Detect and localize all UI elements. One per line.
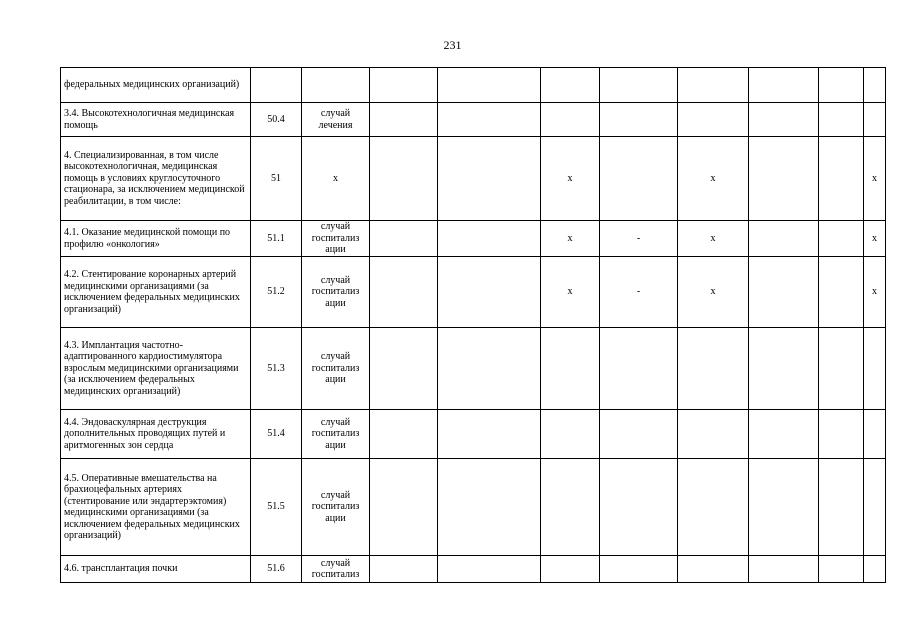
row-label-cell: 3.4. Высокотехнологичная медицинская помощь xyxy=(61,103,251,137)
value-cell-4 xyxy=(438,459,541,556)
value-cell-5 xyxy=(541,459,600,556)
value-cell-3 xyxy=(370,68,438,103)
value-cell-4 xyxy=(438,257,541,328)
value-cell-6 xyxy=(600,68,678,103)
value-cell-9 xyxy=(819,459,864,556)
row-label-cell: 4.2. Стентирование коронарных артерий медицинскими организациями (за исключением федеральных медицинских организаций) xyxy=(61,257,251,328)
value-cell-3 xyxy=(370,459,438,556)
value-cell-10 xyxy=(864,410,886,459)
table-row xyxy=(61,68,886,103)
value-cell-8 xyxy=(749,221,819,257)
row-number-cell: 51 xyxy=(251,137,302,221)
row-number-cell: 50.4 xyxy=(251,103,302,137)
table-row xyxy=(61,221,886,257)
unit-cell: случай госпитализ ации xyxy=(302,410,370,459)
unit-cell: случай лечения xyxy=(302,103,370,137)
value-cell-4 xyxy=(438,221,541,257)
value-cell-7: х xyxy=(678,137,749,221)
value-cell-10: х xyxy=(864,137,886,221)
value-cell-8 xyxy=(749,68,819,103)
value-cell-3 xyxy=(370,103,438,137)
value-cell-5 xyxy=(541,410,600,459)
value-cell-8 xyxy=(749,459,819,556)
value-cell-6: - xyxy=(600,257,678,328)
value-cell-3 xyxy=(370,328,438,410)
value-cell-9 xyxy=(819,556,864,583)
row-number-cell: 51.5 xyxy=(251,459,302,556)
row-number-cell: 51.4 xyxy=(251,410,302,459)
value-cell-5 xyxy=(541,328,600,410)
unit-cell: случай госпитализ ации xyxy=(302,459,370,556)
unit-cell: случай госпитализ xyxy=(302,556,370,583)
value-cell-10 xyxy=(864,459,886,556)
value-cell-7: х xyxy=(678,221,749,257)
value-cell-8 xyxy=(749,103,819,137)
unit-cell: случай госпитализ ации xyxy=(302,257,370,328)
row-label-cell: 4.3. Имплантация частотно-адаптированного кардиостимулятора взрослым медицинскими организациями (за исключением федеральных медицинских организаций) xyxy=(61,328,251,410)
value-cell-7 xyxy=(678,459,749,556)
value-cell-4 xyxy=(438,137,541,221)
row-number-cell: 51.1 xyxy=(251,221,302,257)
value-cell-10: х xyxy=(864,257,886,328)
value-cell-8 xyxy=(749,257,819,328)
row-label-cell: 4. Специализированная, в том числе высокотехнологичная, медицинская помощь в условиях круглосуточного стационара, за исключением медицинской реабилитации, в том числе: xyxy=(61,137,251,221)
row-number-cell: 51.2 xyxy=(251,257,302,328)
table-row xyxy=(61,328,886,410)
value-cell-6: - xyxy=(600,221,678,257)
unit-cell: случай госпитализ ации xyxy=(302,221,370,257)
value-cell-4 xyxy=(438,328,541,410)
value-cell-10 xyxy=(864,103,886,137)
value-cell-3 xyxy=(370,257,438,328)
value-cell-10: х xyxy=(864,221,886,257)
value-cell-7 xyxy=(678,103,749,137)
value-cell-10 xyxy=(864,556,886,583)
value-cell-3 xyxy=(370,556,438,583)
table-row xyxy=(61,556,886,583)
value-cell-9 xyxy=(819,257,864,328)
value-cell-8 xyxy=(749,328,819,410)
row-label-cell: федеральных медицинских организаций) xyxy=(61,68,251,103)
value-cell-8 xyxy=(749,410,819,459)
value-cell-8 xyxy=(749,137,819,221)
value-cell-7 xyxy=(678,410,749,459)
value-cell-6 xyxy=(600,137,678,221)
value-cell-6 xyxy=(600,556,678,583)
row-label-cell: 4.4. Эндоваскулярная деструкция дополнительных проводящих путей и аритмогенных зон сердца xyxy=(61,410,251,459)
table-row xyxy=(61,459,886,556)
value-cell-5 xyxy=(541,103,600,137)
value-cell-6 xyxy=(600,459,678,556)
value-cell-5: х xyxy=(541,221,600,257)
table-row xyxy=(61,103,886,137)
value-cell-6 xyxy=(600,328,678,410)
value-cell-4 xyxy=(438,103,541,137)
row-label-cell: 4.1. Оказание медицинской помощи по профилю «онкология» xyxy=(61,221,251,257)
value-cell-4 xyxy=(438,410,541,459)
table-row xyxy=(61,410,886,459)
unit-cell: случай госпитализ ации xyxy=(302,328,370,410)
value-cell-3 xyxy=(370,410,438,459)
value-cell-9 xyxy=(819,221,864,257)
value-cell-5 xyxy=(541,68,600,103)
table-row xyxy=(61,137,886,221)
value-cell-4 xyxy=(438,556,541,583)
value-cell-9 xyxy=(819,328,864,410)
value-cell-3 xyxy=(370,221,438,257)
value-cell-9 xyxy=(819,410,864,459)
value-cell-7 xyxy=(678,556,749,583)
value-cell-6 xyxy=(600,103,678,137)
value-cell-5: х xyxy=(541,257,600,328)
value-cell-10 xyxy=(864,328,886,410)
value-cell-6 xyxy=(600,410,678,459)
value-cell-7 xyxy=(678,328,749,410)
row-label-cell: 4.6. трансплантация почки xyxy=(61,556,251,583)
value-cell-9 xyxy=(819,103,864,137)
row-number-cell: 51.3 xyxy=(251,328,302,410)
unit-cell xyxy=(302,68,370,103)
value-cell-3 xyxy=(370,137,438,221)
unit-cell: х xyxy=(302,137,370,221)
value-cell-5: х xyxy=(541,137,600,221)
row-number-cell: 51.6 xyxy=(251,556,302,583)
data-table xyxy=(60,67,886,583)
value-cell-9 xyxy=(819,68,864,103)
value-cell-10 xyxy=(864,68,886,103)
value-cell-5 xyxy=(541,556,600,583)
page-number: 231 xyxy=(443,38,462,52)
value-cell-4 xyxy=(438,68,541,103)
value-cell-8 xyxy=(749,556,819,583)
row-number-cell xyxy=(251,68,302,103)
row-label-cell: 4.5. Оперативные вмешательства на брахиоцефальных артериях (стентирование или эндартерэктомия) медицинскими организациями (за исключением федеральных медицинских организаций) xyxy=(61,459,251,556)
value-cell-7: х xyxy=(678,257,749,328)
value-cell-9 xyxy=(819,137,864,221)
table-row xyxy=(61,257,886,328)
value-cell-7 xyxy=(678,68,749,103)
